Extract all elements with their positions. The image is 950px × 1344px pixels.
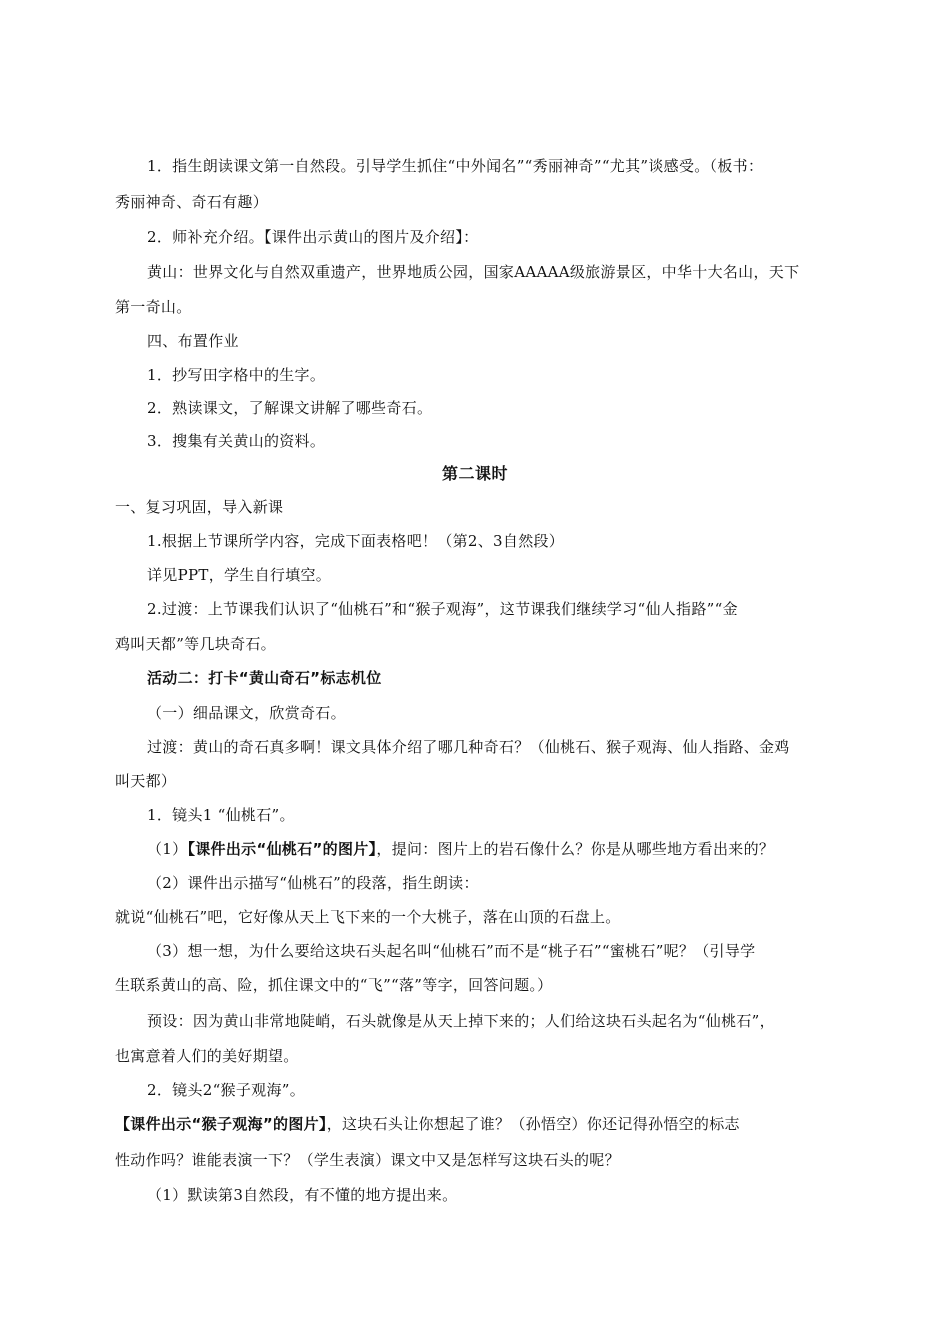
paragraph-line: （一）细品课文，欣赏奇石。 bbox=[147, 704, 346, 722]
paragraph-line: 1.根据上节课所学内容，完成下面表格吧！（第2、3自然段） bbox=[147, 532, 565, 550]
paragraph-line: 1．指生朗读课文第一自然段。引导学生抓住“中外闻名”“秀丽神奇”“尤其”谈感受。（板书： bbox=[147, 157, 764, 175]
paragraph-line: 2.过渡：上节课我们认识了“仙桃石”和“猴子观海”，这节课我们继续学习“仙人指路”“金 bbox=[147, 600, 738, 618]
paragraph-line: 性动作吗？谁能表演一下？（学生表演）课文中又是怎样写这块石头的呢？ bbox=[115, 1151, 620, 1169]
paragraph-line: 2．师补充介绍。【课件出示黄山的图片及介绍】： bbox=[147, 228, 479, 246]
paragraph-line: （2）课件出示描写“仙桃石”的段落，指生朗读： bbox=[147, 874, 479, 892]
paragraph-line: 也寓意着人们的美好期望。 bbox=[115, 1047, 299, 1065]
paragraph-line: 第一奇山。 bbox=[115, 298, 192, 316]
paragraph-line: 过渡：黄山的奇石真多啊！课文具体介绍了哪几种奇石？（仙桃石、猴子观海、仙人指路、金鸡 bbox=[147, 738, 790, 756]
list-item: 1．抄写田字格中的生字。 bbox=[147, 366, 326, 384]
paragraph-line: 秀丽神奇、奇石有趣） bbox=[115, 193, 269, 211]
paragraph-line: 叫天都） bbox=[115, 772, 177, 790]
paragraph-line-monkey bbox=[115, 1114, 855, 1134]
paragraph-line: 2．镜头2“猴子观海”。 bbox=[147, 1081, 306, 1099]
monkey-question: ，这块石头让你想起了谁？（孙悟空）你还记得孙悟空的标志 bbox=[326, 1115, 740, 1133]
paragraph-line-q1 bbox=[147, 839, 887, 859]
list-item: 2．熟读课文，了解课文讲解了哪些奇石。 bbox=[147, 399, 433, 417]
list-item: 3．搜集有关黄山的资料。 bbox=[147, 432, 326, 450]
section-heading-review: 一、复习巩固，导入新课 bbox=[115, 498, 284, 516]
paragraph-line: 鸡叫天都”等几块奇石。 bbox=[115, 635, 276, 653]
lesson-title: 第二课时 bbox=[441, 464, 508, 483]
q1-number: （1） bbox=[147, 840, 188, 858]
paragraph-line: 预设：因为黄山非常地陡峭，石头就像是从天上掉下来的；人们给这块石头起名为“仙桃石”， bbox=[147, 1012, 775, 1030]
section-heading-homework: 四、布置作业 bbox=[147, 332, 239, 350]
paragraph-line: 黄山：世界文化与自然双重遗产，世界地质公园，国家AAAAA级旅游景区，中华十大名山，天下 bbox=[147, 263, 800, 281]
q1-courseware-note: 【课件出示“仙桃石”的图片】 bbox=[187, 840, 377, 858]
paragraph-line: 就说“仙桃石”吧，它好像从天上飞下来的一个大桃子，落在山顶的石盘上。 bbox=[115, 908, 621, 926]
paragraph-line: 详见PPT，学生自行填空。 bbox=[147, 566, 332, 584]
paragraph-line: 1．镜头1 “仙桃石”。 bbox=[147, 806, 295, 824]
paragraph-line: 生联系黄山的高、险，抓住课文中的“飞”“落”等字，回答问题。） bbox=[115, 976, 553, 994]
q1-question: ，提问：图片上的岩石像什么？你是从哪些地方看出来的？ bbox=[376, 840, 775, 858]
activity-title: 活动二：打卡“黄山奇石”标志机位 bbox=[147, 669, 382, 687]
paragraph-line: （1）默读第3自然段，有不懂的地方提出来。 bbox=[147, 1186, 458, 1204]
paragraph-line: （3）想一想，为什么要给这块石头起名叫“仙桃石”而不是“桃子石”“蜜桃石”呢？（引导学 bbox=[147, 942, 756, 960]
monkey-courseware-note: 【课件出示“猴子观海”的图片】 bbox=[115, 1115, 327, 1133]
